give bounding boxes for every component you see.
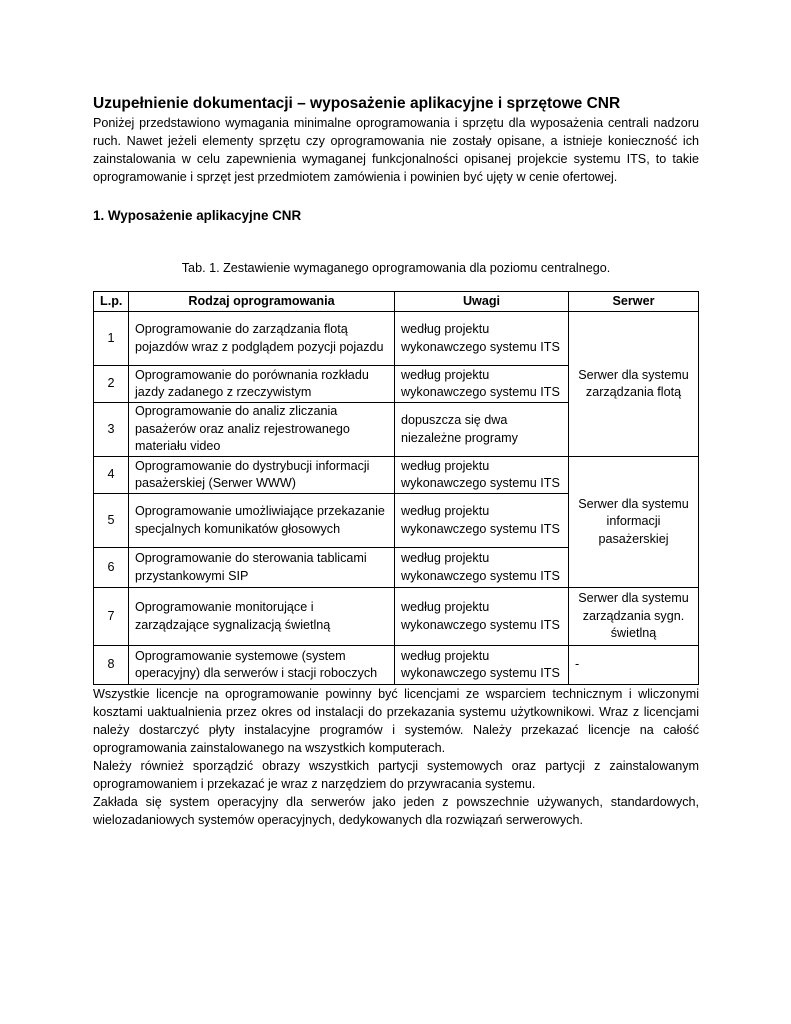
table-row <box>94 312 699 366</box>
software-notes: według projektu wykonawczego systemu ITS <box>395 312 569 366</box>
software-type: Oprogramowanie umożliwiające przekazanie specjalnych komunikatów głosowych <box>129 494 395 548</box>
row-number: 3 <box>94 403 129 457</box>
software-notes: według projektu wykonawczego systemu ITS <box>395 457 569 494</box>
operating-system-paragraph: Zakłada się system operacyjny dla serwerów jako jeden z powszechnie używanych, standardowych, wielozadaniowych systemów operacyjnych, dedykowanych dla rozwiązań serwerowych. <box>93 795 699 827</box>
header-server: Serwer <box>569 292 699 312</box>
software-type: Oprogramowanie do analiz zliczania pasażerów oraz analiz rejestrowanego materiału video <box>129 403 395 457</box>
row-number: 5 <box>94 494 129 548</box>
row-number: 2 <box>94 366 129 403</box>
row-number: 7 <box>94 588 129 646</box>
server-none: - <box>569 646 699 685</box>
row-number: 4 <box>94 457 129 494</box>
server-fleet: Serwer dla systemu zarządzania flotą <box>569 312 699 457</box>
section-heading: 1. Wyposażenie aplikacyjne CNR <box>93 208 302 223</box>
document-title: Uzupełnienie dokumentacji – wyposażenie aplikacyjne i sprzętowe CNR <box>93 95 621 112</box>
table-row <box>94 588 699 646</box>
software-notes: według projektu wykonawczego systemu ITS <box>395 646 569 685</box>
intro-paragraph: Poniżej przedstawiono wymagania minimalne oprogramowania i sprzętu dla wyposażenia centrali nadzoru ruch. Nawet jeżeli elementy sprzętu czy oprogramowania nie zostały opisane, a istnieje konieczność ich zainstalowania w celu zapewnienia wymaganej funkcjonalności opisanej projekcie systemu ITS, to takie oprogramowanie i sprzęt jest przedmiotem zamówienia i powinien być ujęty w cenie ofertowej. <box>93 116 699 184</box>
software-type: Oprogramowanie do porównania rozkładu jazdy zadanego z rzeczywistym <box>129 366 395 403</box>
software-notes: według projektu wykonawczego systemu ITS <box>395 494 569 548</box>
software-type: Oprogramowanie do sterowania tablicami przystankowymi SIP <box>129 548 395 588</box>
software-type: Oprogramowanie systemowe (system operacyjny) dla serwerów i stacji roboczych <box>129 646 395 685</box>
software-requirements-table <box>93 291 699 685</box>
table-header-row <box>94 292 699 312</box>
software-type: Oprogramowanie do zarządzania flotą pojazdów wraz z podglądem pozycji pojazdu <box>129 312 395 366</box>
row-number: 6 <box>94 548 129 588</box>
row-number: 8 <box>94 646 129 685</box>
server-passenger-info: Serwer dla systemu informacji pasażerskiej <box>569 457 699 588</box>
table-row <box>94 457 699 494</box>
row-number: 1 <box>94 312 129 366</box>
document-page <box>93 94 699 829</box>
software-notes: według projektu wykonawczego systemu ITS <box>395 548 569 588</box>
table-caption: Tab. 1. Zestawienie wymaganego oprogramowania dla poziomu centralnego. <box>181 261 611 275</box>
software-notes: dopuszcza się dwa niezależne programy <box>395 403 569 457</box>
partition-images-paragraph: Należy również sporządzić obrazy wszystkich partycji systemowych oraz partycji z zainstalowanym oprogramowaniem i przekazać je wraz z narzędziem do przywracania systemu. <box>93 759 699 791</box>
header-lp: L.p. <box>94 292 129 312</box>
header-type: Rodzaj oprogramowania <box>129 292 395 312</box>
header-notes: Uwagi <box>395 292 569 312</box>
software-type: Oprogramowanie monitorujące i zarządzające sygnalizacją świetlną <box>129 588 395 646</box>
licenses-paragraph: Wszystkie licencje na oprogramowanie powinny być licencjami ze wsparciem technicznym i wliczonymi kosztami uaktualnienia przez okres od instalacji do przekazania systemu użytkownikowi. Wraz z licencjami należy dostarczyć płyty instalacyjne programów i systemów. Należy przekazać licencje na całość oprogramowania zainstalowanego na wszystkich komputerach. <box>93 687 699 755</box>
table-row <box>94 646 699 685</box>
software-notes: według projektu wykonawczego systemu ITS <box>395 588 569 646</box>
software-notes: według projektu wykonawczego systemu ITS <box>395 366 569 403</box>
server-signal-control: Serwer dla systemu zarządzania sygn. świetlną <box>569 588 699 646</box>
software-type: Oprogramowanie do dystrybucji informacji pasażerskiej (Serwer WWW) <box>129 457 395 494</box>
